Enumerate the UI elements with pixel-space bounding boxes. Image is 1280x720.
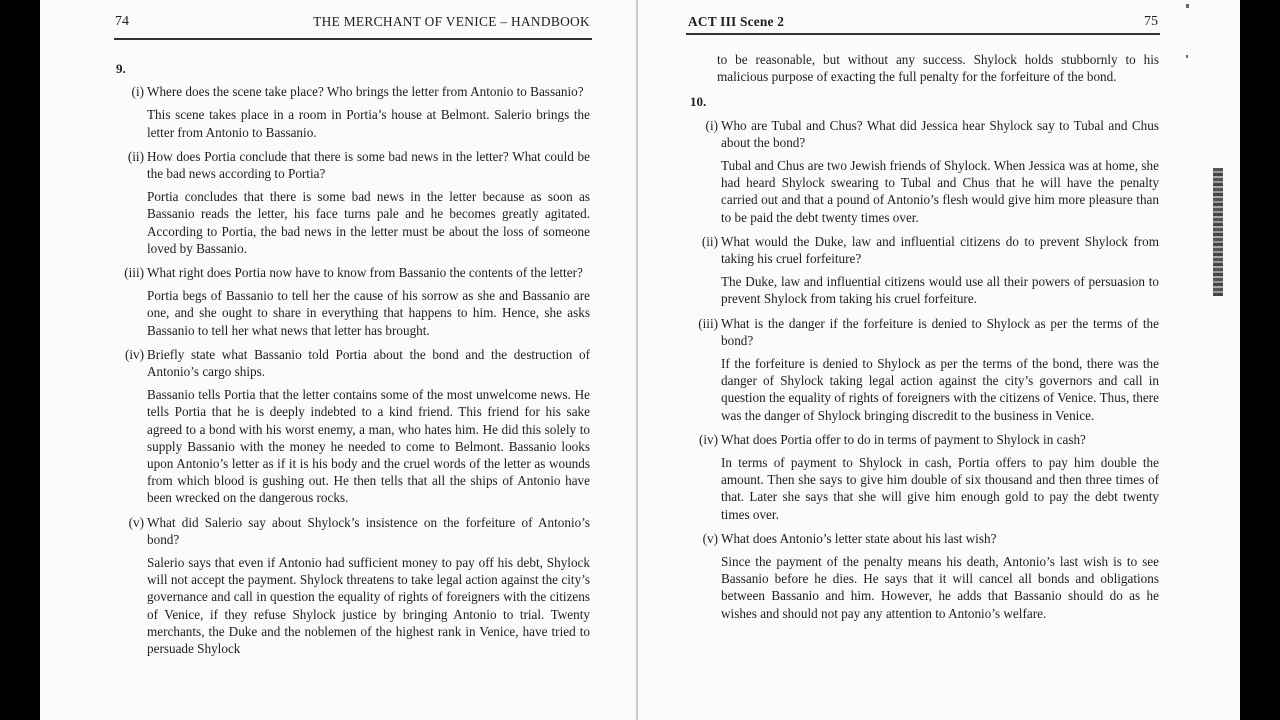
roman-numeral: (iii) [124, 265, 144, 281]
continued-answer: to be reasonable, but without any success. Shylock holds stubbornly to his malicious purpose of exacting the full penalty for the forfeiture of the bond. [717, 52, 1159, 85]
roman-numeral: (ii) [701, 233, 718, 249]
ink-speck [1186, 55, 1188, 58]
roman-numeral: (iii) [698, 315, 718, 331]
answer-10-iv: In terms of payment to Shylock in cash, Portia offers to pay him double the amount. Then she says to give him double of six thousand and then three times of that. Later she says that she will give him enough gold to pay the debt twenty times over. [721, 455, 1159, 522]
header-rule-left [114, 38, 592, 40]
right-page-content [688, 51, 1159, 629]
roman-numeral: (v) [702, 530, 718, 546]
page-edge-scan-artifact [1213, 168, 1223, 296]
question-text: What does Antonio’s letter state about his last wish? [721, 530, 997, 546]
question-text: What right does Portia now have to know from Bassanio the contents of the letter? [147, 265, 583, 281]
ink-speck [1186, 4, 1189, 8]
roman-numeral: (iv) [698, 431, 718, 447]
answer-9-v: Salerio says that even if Antonio had sufficient money to pay off his debt, Shylock will not accept the payment. Shylock threatens to take legal action against the city’s governance and call in question the equality of rights of foreigners with the citizens of Venice, if they refuse Shylock justice by bringing Antonio to trial. Twenty merchants, the Duke and the noblemen of the highest rank in Venice, have tried to persuade Shylock [147, 555, 590, 657]
answer-10-iii: If the forfeiture is denied to Shylock as per the terms of the bond, there was the danger of Shylock taking legal action against the city’s governors and call in question the equality of rights of foreigners with the citizens of Venice. Thus, there was the danger of Shylock bringing discredit to the business in Venice. [721, 356, 1159, 423]
left-page-content [114, 60, 590, 664]
roman-numeral: (iv) [124, 346, 144, 362]
question-text: What would the Duke, law and influential citizens do to prevent Shylock from taking his cruel forfeiture? [721, 233, 1159, 267]
question-text: Where does the scene take place? Who brings the letter from Antonio to Bassanio? [147, 84, 584, 100]
question-10-iii [688, 315, 1159, 349]
roman-numeral: (i) [705, 117, 718, 133]
question-number-9: 9. [116, 61, 126, 76]
answer-9-iv: Bassanio tells Portia that the letter contains some of the most unwelcome news. He tells Portia that he is deeply indebted to a kind friend. This friend for his sake agreed to a bond with his worst enemy, a man, who hates him. He did this solely to supply Bassanio with the money he needed to come to Belmont. Bassanio looks upon Antonio’s letter as if it is his body and the cruel words of the letter as wounds from which blood is gushing out. He then tells that all the ships of Antonio have been wrecked on the dangerous rocks. [147, 387, 590, 506]
question-text: What did Salerio say about Shylock’s insistence on the forfeiture of Antonio’s bond? [147, 514, 590, 547]
roman-numeral: (ii) [127, 148, 144, 164]
question-10-ii [688, 233, 1159, 267]
question-10-i [688, 117, 1159, 151]
right-page-number: 75 [1144, 14, 1158, 29]
question-9-i [114, 83, 590, 100]
act-scene-heading: ACT III Scene 2 [688, 14, 785, 29]
answer-10-v: Since the payment of the penalty means his death, Antonio’s last wish is to see Bassanio before he dies. He says that it will cancel all bonds and obligations between Bassanio and him. However, he adds that Bassanio should do as he wishes and should not pay any attention to Antonio’s welfare. [721, 554, 1159, 621]
answer-9-iii: Portia begs of Bassanio to tell her the cause of his sorrow as she and Bassanio are one, and she ought to share in everything that happens to him. Hence, she asks Bassanio to tell her what news that letter has brought. [147, 288, 590, 338]
question-9-ii [114, 148, 590, 182]
question-text: What does Portia offer to do in terms of payment to Shylock in cash? [721, 431, 1086, 447]
header-rule-right [686, 33, 1160, 35]
left-page-number: 74 [115, 14, 129, 29]
question-text: What is the danger if the forfeiture is denied to Shylock as per the terms of the bond? [721, 315, 1159, 348]
right-page [638, 0, 1240, 720]
question-9-v [114, 514, 590, 548]
left-page [40, 0, 636, 720]
answer-9-i: This scene takes place in a room in Portia’s house at Belmont. Salerio brings the letter from Antonio to Bassanio. [147, 107, 590, 140]
question-text: How does Portia conclude that there is some bad news in the letter? What could be the bad news according to Portia? [147, 148, 590, 182]
answer-10-ii: The Duke, law and influential citizens would use all their powers of persuasion to prevent Shylock from taking his cruel forfeiture. [721, 274, 1159, 307]
left-page-header [115, 8, 590, 30]
question-9-iii [114, 264, 590, 281]
question-9-iv [114, 346, 590, 380]
right-page-header [688, 8, 1158, 30]
question-number-10: 10. [690, 94, 707, 110]
running-title: THE MERCHANT OF VENICE – HANDBOOK [313, 14, 590, 29]
question-text: Who are Tubal and Chus? What did Jessica hear Shylock say to Tubal and Chus about the bond? [721, 117, 1159, 150]
roman-numeral: (v) [128, 514, 144, 530]
question-10-iv [688, 431, 1159, 448]
question-10-v [688, 530, 1159, 547]
roman-numeral: (i) [131, 84, 144, 100]
answer-10-i: Tubal and Chus are two Jewish friends of Shylock. When Jessica was at home, she had heard Shylock swearing to Tubal and Chus that he will have the penalty carried out and that a pound of Antonio’s flesh would give him more pleasure than to be paid the debt twenty times over. [721, 158, 1159, 225]
question-text: Briefly state what Bassanio told Portia about the bond and the destruction of Antonio’s cargo ships. [147, 346, 590, 380]
answer-9-ii: Portia concludes that there is some bad news in the letter because as soon as Bassanio reads the letter, his face turns pale and he becomes greatly agitated. According to Portia, the bad news in the letter must be about the loss of someone loved by Bassanio. [147, 189, 590, 256]
